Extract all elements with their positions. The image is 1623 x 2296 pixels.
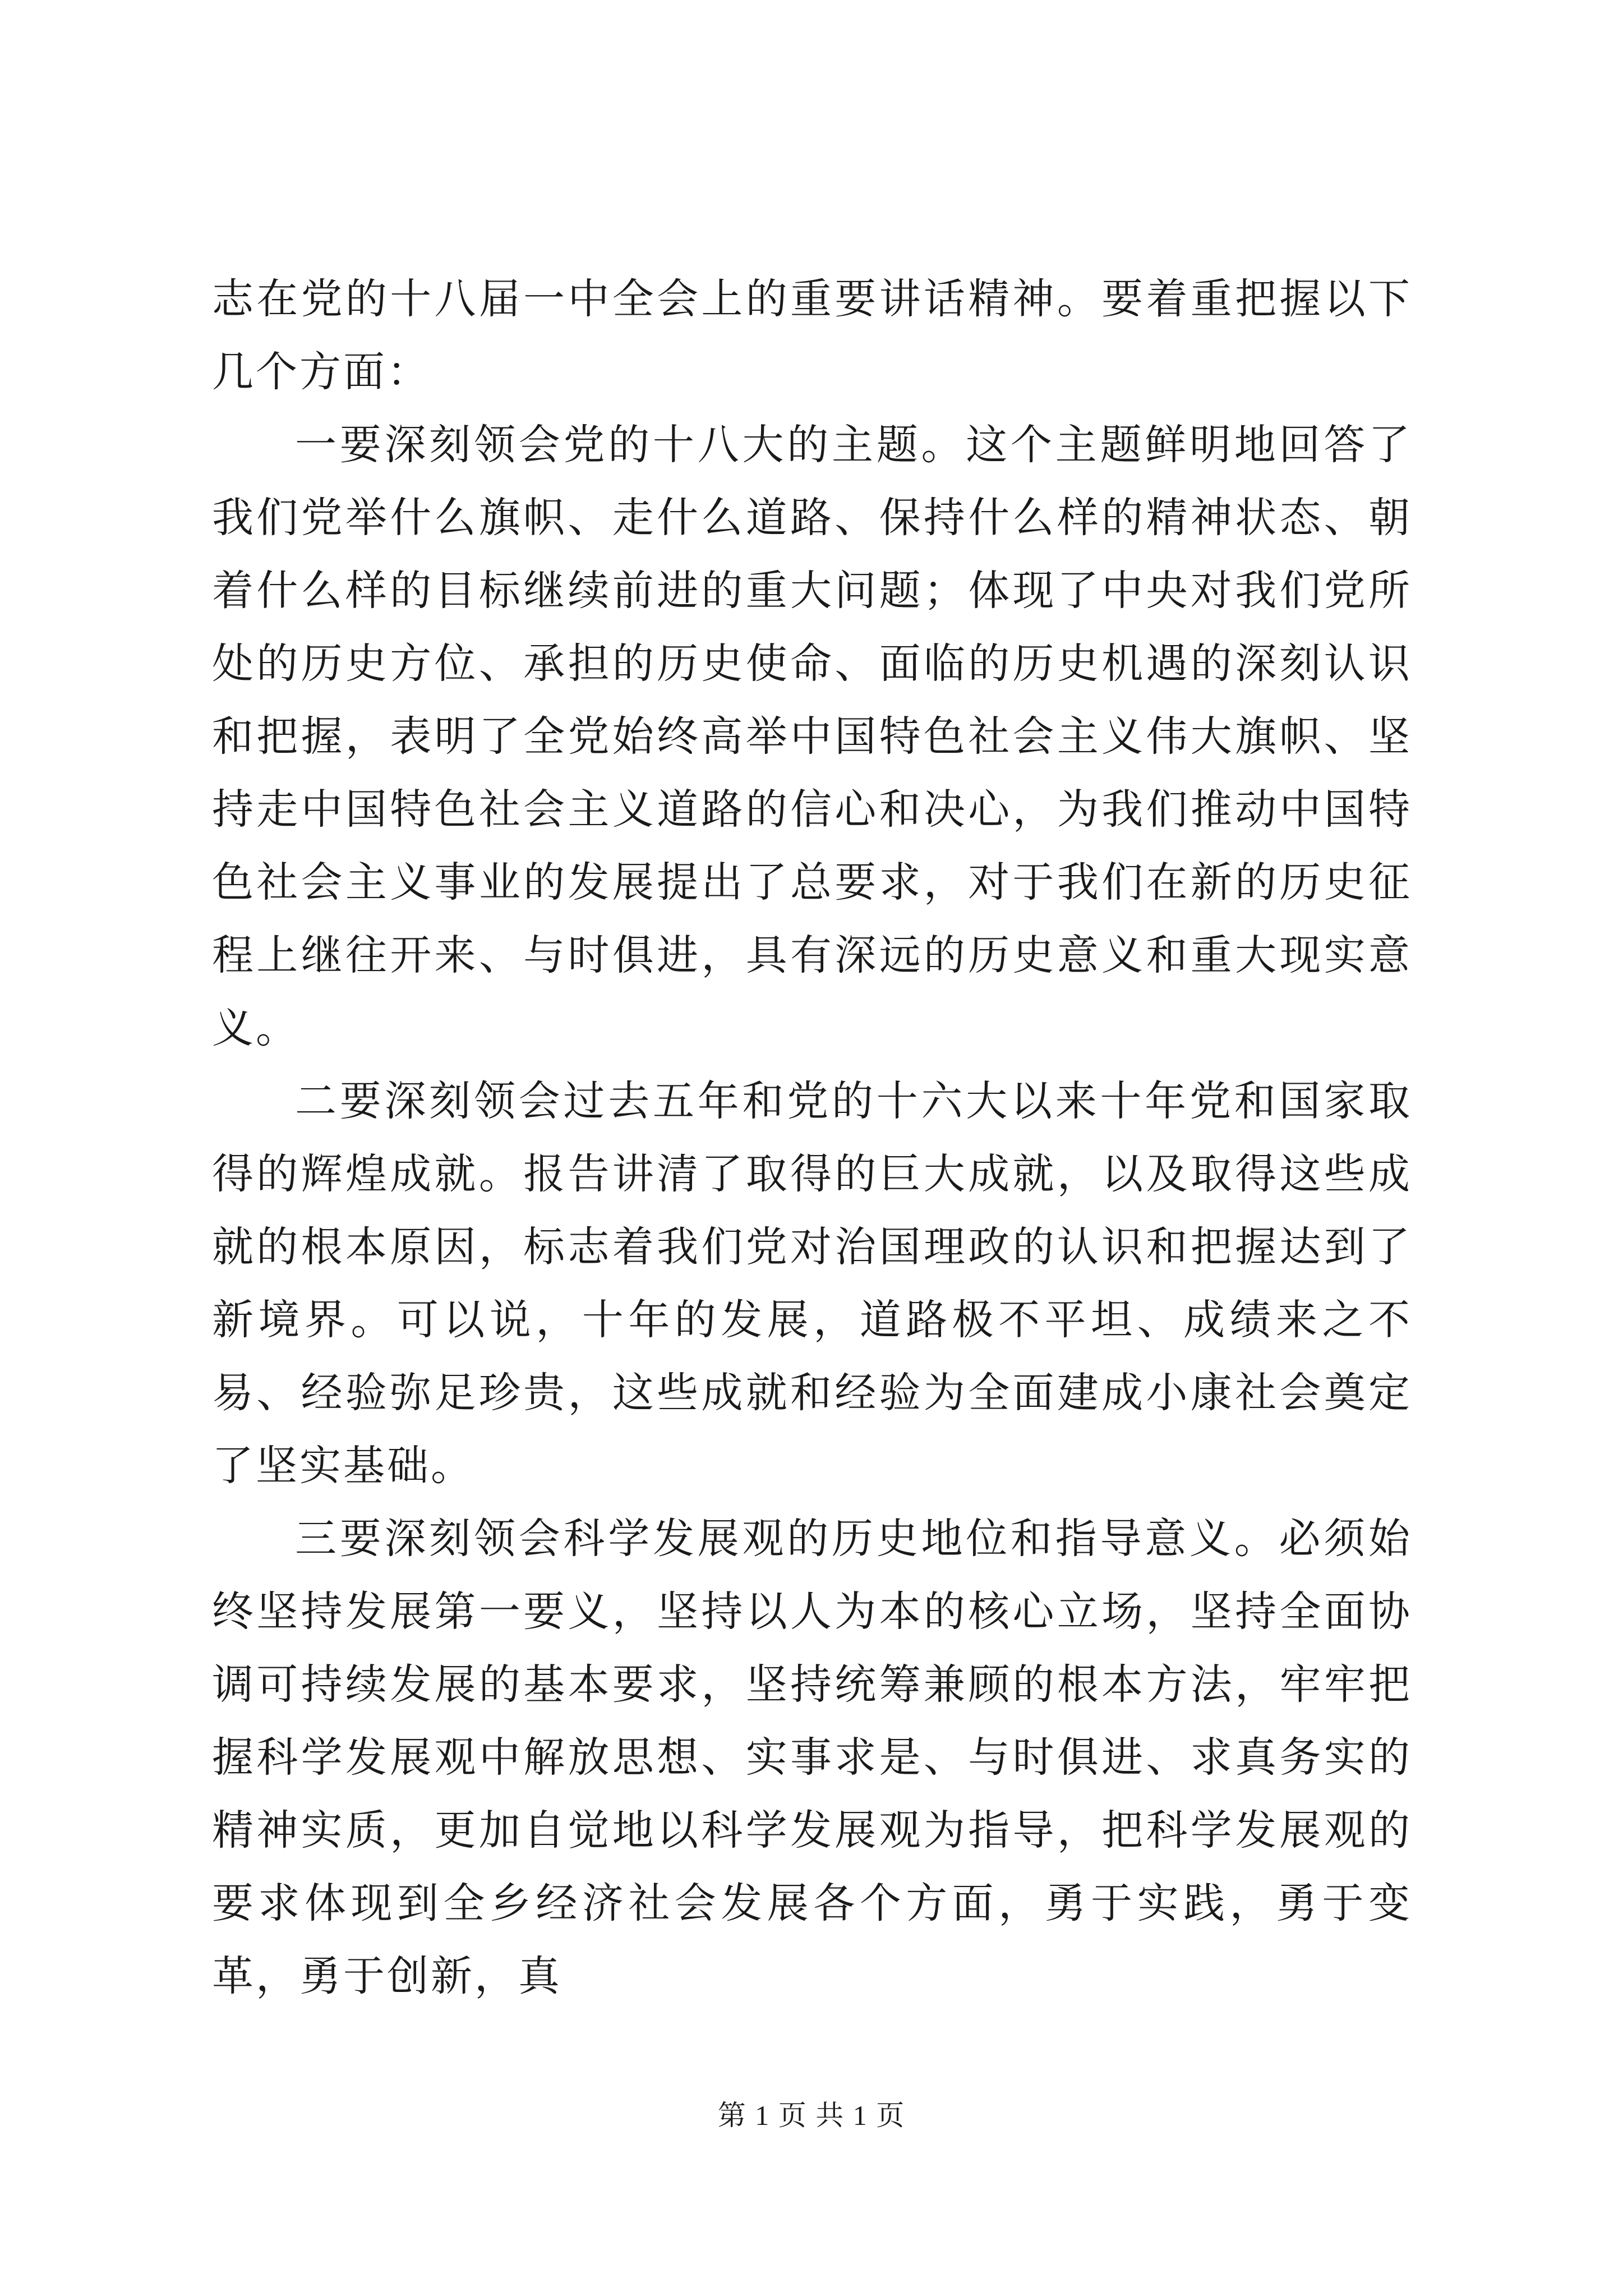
- page-footer: 第 1 页 共 1 页: [717, 2100, 906, 2131]
- paragraph-point-three: 三要深刻领会科学发展观的历史地位和指导意义。必须始终坚持发展第一要义，坚持以人为本的核心立场，坚持全面协调可持续发展的基本要求，坚持统筹兼顾的根本方法，牢牢把握科学发展观中解放思想、实事求是、与时俱进、求真务实的精神实质，更加自觉地以科学发展观为指导，把科学发展观的要求体现到全乡经济社会发展各个方面，勇于实践，勇于变革，勇于创新，真: [212, 1515, 1412, 2000]
- paragraph-point-two: 二要深刻领会过去五年和党的十六大以来十年党和国家取得的辉煌成就。报告讲清了取得的巨大成就，以及取得这些成就的根本原因，标志着我们党对治国理政的认识和把握达到了新境界。可以说，十年的发展，道路极不平坦、成绩来之不易、经验弥足珍贵，这些成就和经验为全面建成小康社会奠定了坚实基础。: [212, 1077, 1412, 1490]
- document-body: [212, 263, 1412, 2013]
- paragraph-intro-continuation: 志在党的十八届一中全会上的重要讲话精神。要着重把握以下几个方面：: [212, 275, 1412, 396]
- paragraph-point-one: 一要深刻领会党的十八大的主题。这个主题鲜明地回答了我们党举什么旗帜、走什么道路、保持什么样的精神状态、朝着什么样的目标继续前进的重大问题；体现了中央对我们党所处的历史方位、承担的历史使命、面临的历史机遇的深刻认识和把握，表明了全党始终高举中国特色社会主义伟大旗帜、坚持走中国特色社会主义道路的信心和决心，为我们推动中国特色社会主义事业的发展提出了总要求，对于我们在新的历史征程上继往开来、与时俱进，具有深远的历史意义和重大现实意义。: [212, 421, 1412, 1052]
